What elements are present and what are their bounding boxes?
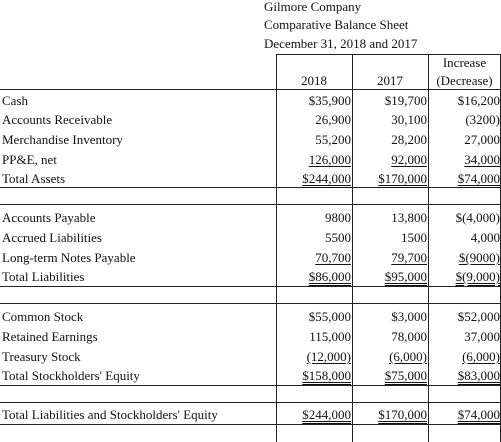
cash-2017: $19,700	[384, 93, 427, 108]
ppe-net-change: 34,000	[464, 152, 500, 167]
treasury-stock-2018: (12,000)	[306, 349, 351, 364]
merchandise-inventory-2018: 55,200	[315, 132, 351, 147]
retained-earnings-change: 37,000	[464, 329, 500, 344]
grid-vline-2	[352, 54, 353, 442]
retained-earnings-2018: 115,000	[309, 329, 351, 344]
grid-line-assets-end	[0, 187, 501, 188]
total-liabilities-and-equity-2018: $244,000	[302, 407, 351, 422]
cash-change: $16,200	[457, 93, 500, 108]
common-stock-2017: $3,000	[391, 309, 427, 324]
grid-line-equity-start	[0, 303, 501, 304]
accounts-receivable-change: (3200)	[465, 112, 500, 127]
row-label-ppe-net: PP&E, net	[2, 152, 57, 167]
common-stock-change: $52,000	[457, 309, 500, 324]
treasury-stock-change: (6,000)	[462, 349, 500, 364]
total-stockholders-equity-change: $83,000	[457, 368, 500, 383]
column-header-2017: 2017	[377, 73, 403, 88]
row-label-retained-earnings: Retained Earnings	[2, 329, 98, 344]
row-label-accrued-liabilities: Accrued Liabilities	[2, 230, 102, 245]
total-liabilities-and-equity-change: $74,000	[457, 407, 500, 422]
total-assets-change: $74,000	[457, 171, 500, 186]
accrued-liabilities-2018: 5500	[325, 230, 351, 245]
grid-line-liabilities-end	[0, 286, 501, 287]
grid-line-header	[0, 89, 501, 90]
total-stockholders-equity-2018: $158,000	[302, 368, 351, 383]
accrued-liabilities-2017: 1500	[401, 230, 427, 245]
total-liabilities-change: $(9,000)	[455, 269, 500, 284]
common-stock-2018: $55,000	[308, 309, 351, 324]
accrued-liabilities-change: 4,000	[470, 230, 500, 245]
row-label-total-liabilities: Total Liabilities	[2, 269, 85, 284]
accounts-payable-change: $(4,000)	[455, 210, 500, 225]
grid-line-liabilities-start	[0, 204, 501, 205]
column-header-2018: 2018	[301, 73, 327, 88]
ppe-net-2017: 92,000	[391, 152, 427, 167]
accounts-payable-2018: 9800	[325, 210, 351, 225]
row-label-merchandise-inventory: Merchandise Inventory	[2, 132, 123, 147]
grid-line-total-start	[0, 402, 501, 403]
grid-vline-1	[276, 54, 277, 442]
long-term-notes-payable-2018: 70,700	[315, 250, 351, 265]
statement-title: Comparative Balance Sheet	[264, 17, 409, 32]
column-header-decrease: (Decrease)	[436, 73, 493, 88]
row-label-accounts-payable: Accounts Payable	[2, 210, 96, 225]
total-liabilities-2017: $95,000	[384, 269, 427, 284]
long-term-notes-payable-change: $(9000)	[458, 250, 500, 265]
row-label-accounts-receivable: Accounts Receivable	[2, 112, 113, 127]
grid-vline-3	[428, 54, 429, 442]
retained-earnings-2017: 78,000	[391, 329, 427, 344]
row-label-total-assets: Total Assets	[2, 171, 66, 186]
grid-line-equity-end	[0, 385, 501, 386]
merchandise-inventory-change: 27,000	[464, 132, 500, 147]
column-header-increase: Increase	[442, 55, 487, 70]
long-term-notes-payable-2017: 79,700	[391, 250, 427, 265]
company-name: Gilmore Company	[264, 0, 362, 14]
grid-line-top	[276, 54, 501, 55]
row-label-treasury-stock: Treasury Stock	[2, 349, 81, 364]
row-label-common-stock: Common Stock	[2, 309, 84, 324]
row-label-long-term-notes-payable: Long-term Notes Payable	[2, 250, 136, 265]
total-liabilities-and-equity-2017: $170,000	[378, 407, 427, 422]
merchandise-inventory-2017: 28,200	[391, 132, 427, 147]
total-stockholders-equity-2017: $75,000	[384, 368, 427, 383]
total-assets-2017: $170,000	[378, 171, 427, 186]
ppe-net-2018: 126,000	[308, 152, 351, 167]
row-label-total-stockholders-equity: Total Stockholders' Equity	[2, 368, 140, 383]
statement-date: December 31, 2018 and 2017	[264, 36, 418, 51]
cash-2018: $35,900	[308, 93, 351, 108]
treasury-stock-2017: (6,000)	[389, 349, 427, 364]
total-liabilities-2018: $86,000	[308, 269, 351, 284]
row-label-total-liabilities-and-equity: Total Liabilities and Stockholders' Equity	[2, 407, 218, 422]
accounts-receivable-2018: 26,900	[315, 112, 351, 127]
accounts-payable-2017: 13,800	[391, 210, 427, 225]
grid-line-total-end	[0, 424, 501, 425]
accounts-receivable-2017: 30,100	[391, 112, 427, 127]
total-assets-2018: $244,000	[302, 171, 351, 186]
row-label-cash: Cash	[2, 93, 28, 108]
